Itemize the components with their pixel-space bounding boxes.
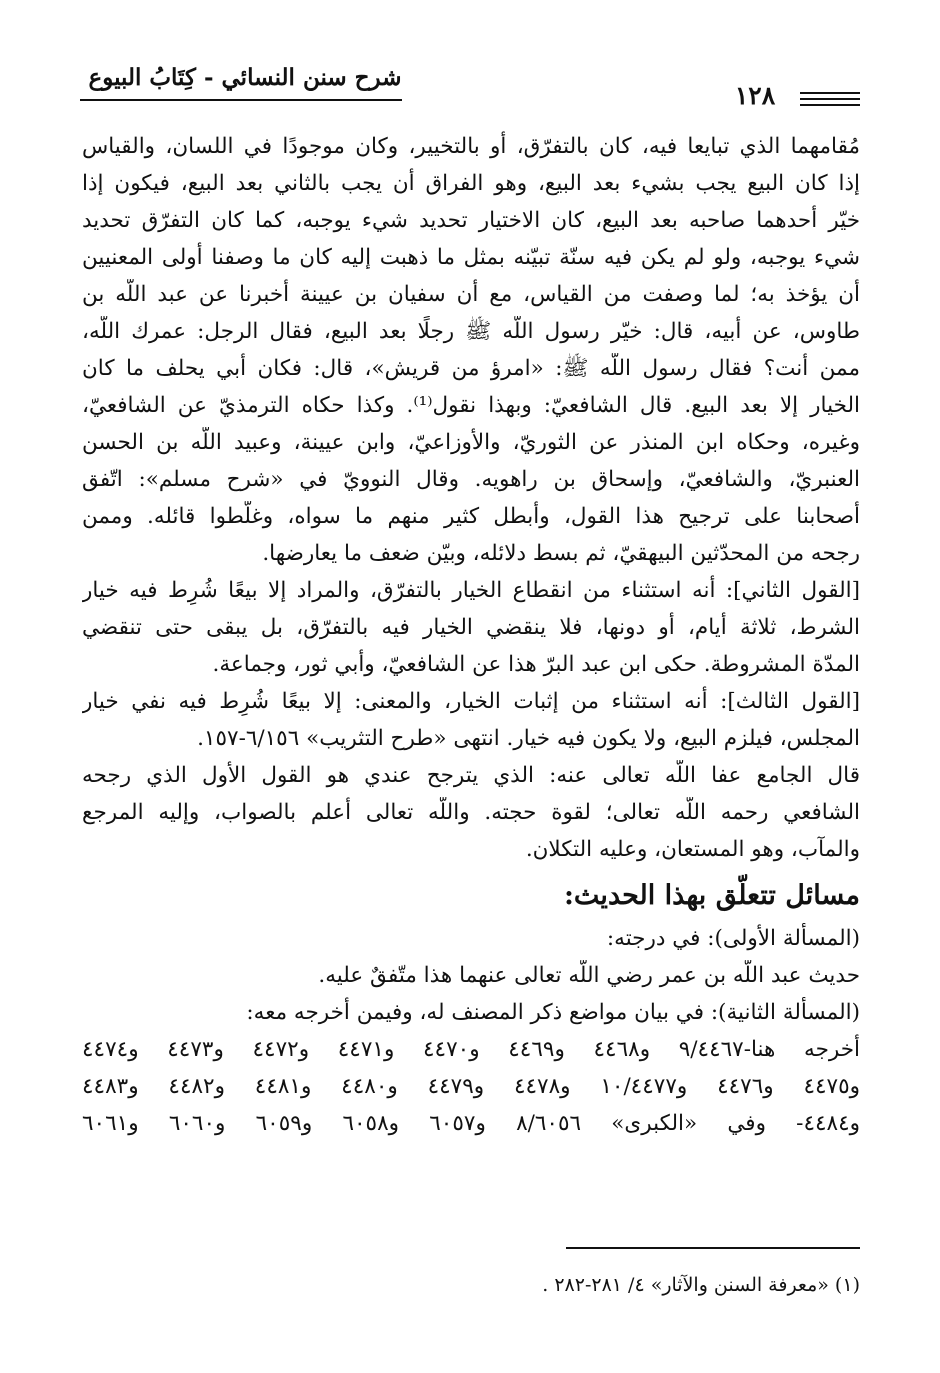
text-line: طاوس، عن أبيه، قال: خيّر رسول اللَّه ﷺ رجلًا بعد البيع، فقال الرجل: عمرك اللَّه، — [82, 319, 860, 344]
text-line: المجلس، فيلزم البيع، ولا يكون فيه خيار. انتهى «طرح التثريب» ٦/١٥٦-١٥٧. — [197, 726, 860, 751]
text-line: والمآب، وهو المستعان، وعليه التكلان. — [525, 837, 860, 862]
text-line: مُقامهما الذي تبايعا فيه، كان بالتفرّق، أو بالتخيير، وكان موجودًا في اللسان، والقياس — [82, 134, 860, 159]
text-line: إذا كان البيع يجب بشيء بعد البيع، وهو الفراق أن يجب بالثاني بعد البيع، فيكون إذا — [82, 171, 860, 196]
header-rule — [800, 92, 860, 94]
text-line: أن يؤخذ به؛ لما وصفت من القياس، مع أن سفيان بن عيينة أخبرنا عن عبد اللَّه بن — [82, 282, 860, 307]
text-line: أصحابنا على ترجيح هذا القول، وأبطل كثير منهم ما سواه، وغلّطوا قائله. وممن — [82, 504, 860, 529]
text-line: و٤٤٧٥ و٤٤٧٦ و١٠/٤٤٧٧ و٤٤٧٨ و٤٤٧٩ و٤٤٨٠ و٤٤٨١ و٤٤٨٢ و٤٤٨٣ — [82, 1074, 860, 1099]
section-heading: مسائل تتعلّق بهذا الحديث: — [563, 880, 860, 911]
text-line: العنبريّ، والشافعيّ، وإسحاق بن راهويه. وقال النوويّ في «شرح مسلم»: اتّفق — [82, 467, 860, 492]
text-line: و٤٤٨٤- وفي «الكبرى» ٨/٦٠٥٦ و٦٠٥٧ و٦٠٥٨ و٦٠٥٩ و٦٠٦٠ و٦٠٦١ — [82, 1111, 860, 1136]
header-rule — [800, 98, 860, 100]
text-line: أخرجه هنا-٩/٤٤٦٧ و٤٤٦٨ و٤٤٦٩ و٤٤٧٠ و٤٤٧١ و٤٤٧٢ و٤٤٧٣ و٤٤٧٤ — [82, 1037, 860, 1062]
text-line: شيء يوجبه، ولو لم يكن فيه سنّة تبيّنه بمثل ما ذهبت إليه كان ما وصفنا أولى المعنيين — [82, 245, 860, 270]
running-header-title: شرح سنن النسائي - كِتَابُ البيوع — [88, 64, 402, 91]
footnote-separator — [566, 1247, 860, 1249]
text-line: (المسألة الأولى): في درجته: — [606, 926, 860, 951]
text-line: حديث عبد اللَّه بن عمر رضي اللَّه تعالى عنهما هذا متّفقٌ عليه. — [318, 963, 860, 988]
text-line: الشافعي رحمه اللَّه تعالى؛ لقوة حجته. واللَّه تعالى أعلم بالصواب، وإليه المرجع — [82, 800, 860, 825]
text-line: وغيره، وحكاه ابن المنذر عن الثوريّ، والأوزاعيّ، وابن عيينة، وعبيد اللَّه بن الحسن — [82, 430, 860, 455]
header-title-underline — [80, 99, 402, 101]
text-line: الخيار إلا بعد البيع. قال الشافعيّ: وبهذا نقول⁽¹⁾. وكذا حكاه الترمذيّ عن الشافعيّ، — [82, 393, 860, 418]
text-line: رجحه من المحدّثين البيهقيّ، ثم بسط دلائله، وبيّن ضعف ما يعارضها. — [262, 541, 860, 566]
footnote: (١) «معرفة السنن والآثار» ٤/ ٢٨١-٢٨٢ . — [542, 1274, 860, 1296]
text-line: خيّر أحدهما صاحبه بعد البيع، كان الاختيار تحديد شيء يوجبه، كما كان التفرّق تحديد — [82, 208, 860, 233]
page-number: ١٢٨ — [734, 81, 776, 110]
text-line: (المسألة الثانية): في بيان مواضع ذكر المصنف له، وفيمن أخرجه معه: — [246, 1000, 860, 1025]
text-line: المدّة المشروطة. حكى ابن عبد البرّ هذا عن الشافعيّ، وأبي ثور، وجماعة. — [212, 652, 860, 677]
text-line: [القول الثاني]: أنه استثناء من انقطاع الخيار بالتفرّق، والمراد إلا بيعًا شُرِط فيه خيار — [82, 578, 860, 603]
text-line: الشرط، ثلاثة أيام، أو دونها، فلا ينقضي الخيار فيه بالتفرّق، بل يبقى حتى تنقضي — [82, 615, 860, 640]
text-line: قال الجامع عفا اللَّه تعالى عنه: الذي يترجح عندي هو القول الأول الذي رجحه — [82, 763, 860, 788]
text-line: [القول الثالث]: أنه استثناء من إثبات الخيار، والمعنى: إلا بيعًا شُرِط فيه نفي خيار — [82, 689, 860, 714]
header-rule — [800, 104, 860, 106]
text-line: ممن أنت؟ فقال رسول اللَّه ﷺ: «امرؤ من قريش»، قال: فكان أبي يحلف ما كان — [82, 356, 860, 381]
